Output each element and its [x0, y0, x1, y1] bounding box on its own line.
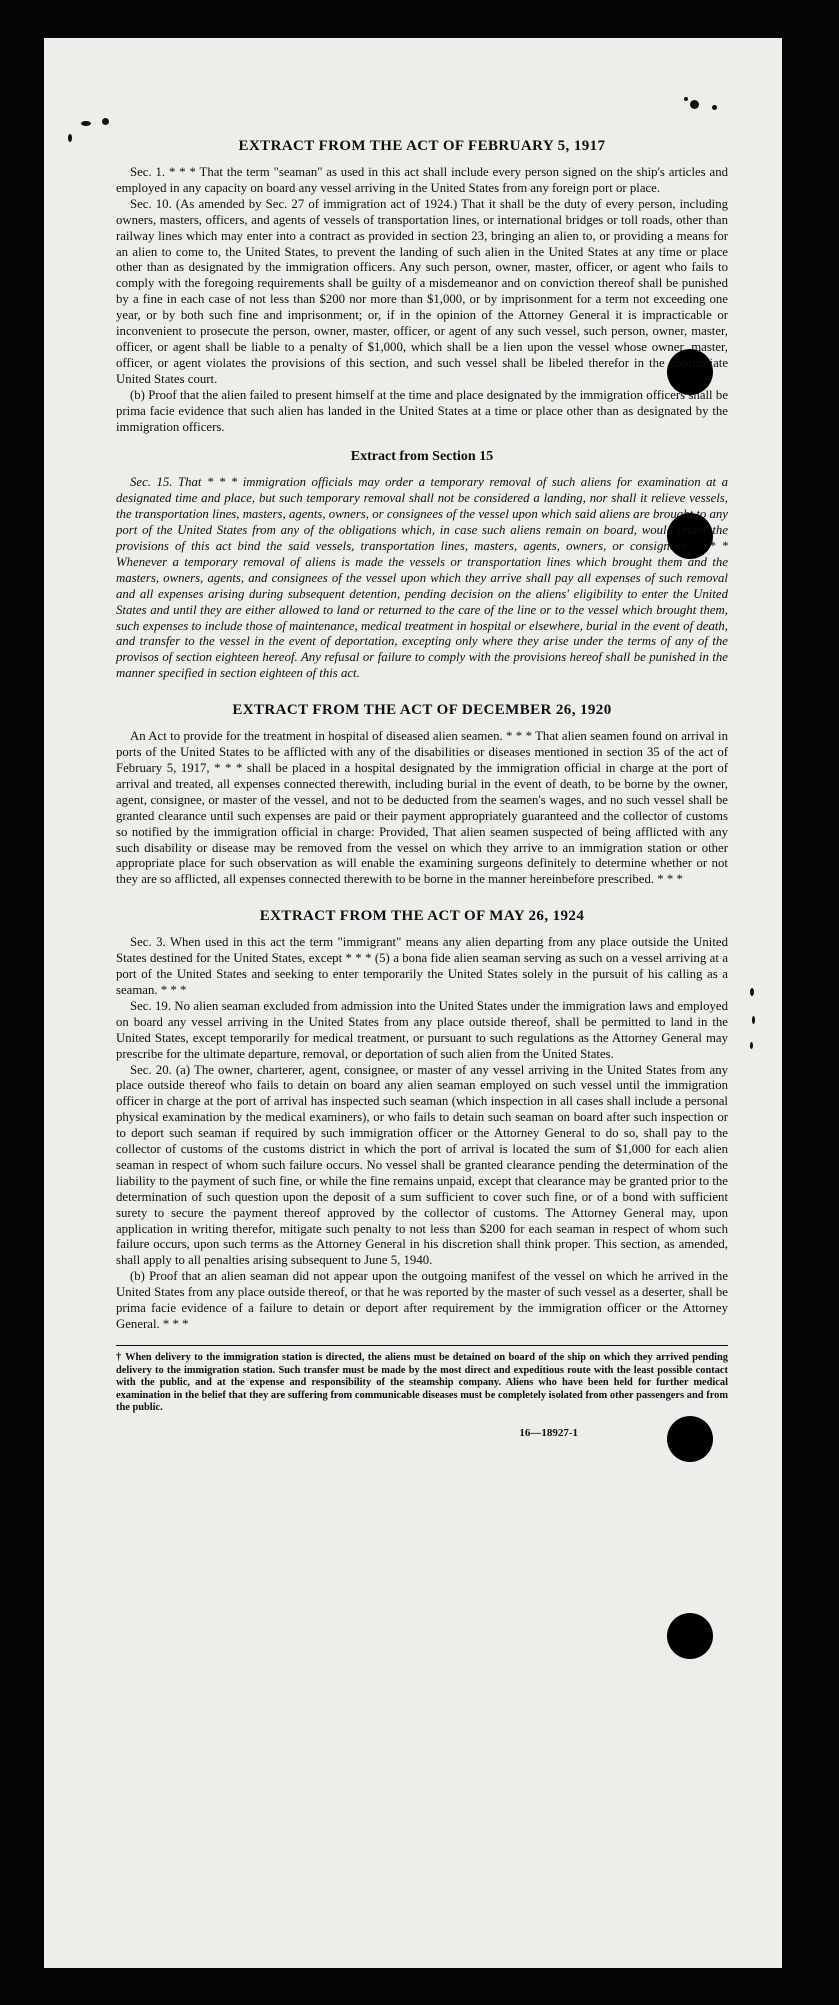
- ink-speck: [68, 134, 72, 142]
- paragraph: Sec. 1. * * * That the term "seaman" as used in this act shall include every person signed on the ship's articles and employed in any capacity on board any vessel arriving in the United States from any foreign port or place.: [116, 165, 728, 195]
- ink-speck: [750, 988, 754, 996]
- section-subheading: Extract from Section 15: [350, 449, 494, 465]
- paragraph: An Act to provide for the treatment in hospital of diseased alien seamen. * * * That alien seamen found on arrival in ports of the United States to be afflicted with any of the disabilities or diseases mentioned in section 35 of the act of February 5, 1917, * * * shall be placed in a hospital designated by the immigration official in charge at the port of arrival and treated, all expenses connected therewith, including burial in the event of death, to be borne by the owner, agent, consignee, or master of the vessel, and not to be deducted from the seamen's wages, and no such vessel shall be granted clearance until such expenses are paid or their payment appropriately guaranteed and the collector of customs so notified by the immigration official in charge: Provided, That alien seamen suspected of being afflicted with any such disability or disease may be removed from the vessel on which they arrive to an immigration station or other appropriate place for such observation as will enable the examining surgeons definitely to determine whether or not they are so afflicted, all expenses connected therewith to be borne in the manner hereinbefore prescribed. * * *: [116, 729, 728, 887]
- paragraph: Sec. 15. That * * * immigration officials may order a temporary removal of such aliens for examination at a designated time and place, but such temporary removal shall not be considered a landing, nor shall it relieve vessels, the transportation lines, masters, agents, owners, or consignees of the vessel upon which said aliens are brought to any port of the United States from any of the obligations which, in case such aliens remain on board, would under the provisions of this act bind the said vessels, transportation lines, masters, agents, owners, or consignees: * * * Whenever a temporary removal of aliens is made the vessels or transportation lines which brought them and the masters, owners, agents, and consignees of the vessel upon which they arrive shall pay all expenses of such removal and all expenses arising during subsequent detention, pending decision on the aliens' eligibility to enter the United States and until they are either allowed to land or returned to the care of the line or to the vessel which brought them, such expenses to include those of maintenance, medical treatment in hospital or elsewhere, burial in the event of death, and transfer to the vessel in the event of deportation, excepting only where they arise under the terms of any of the provisos of section eighteen hereof. Any refusal or failure to comply with the provisions hereof shall be punished in the manner specified in section eighteen of this act.: [116, 475, 728, 681]
- form-number: 16—18927-1: [519, 1426, 578, 1439]
- paragraph: (b) Proof that the alien failed to present himself at the time and place designated by the immigration officers shall be prima facie evidence that such alien has landed in the United States at a time or place other than as designated by the immigration officers.: [116, 387, 728, 434]
- footnote: † When delivery to the immigration station is directed, the aliens must be detained on board of the ship on which they arrived pending delivery to the immigration station. Such transfer must be made by the most direct and expeditious route with the least possible contact with the public, and at the expense and responsibility of the steamship company. Aliens who have been held for further medical examination in the belief that they are suffering from communicable diseases must be completely isolated from other passengers and from the public.: [116, 1351, 728, 1414]
- ink-speck: [690, 100, 699, 109]
- ink-speck: [750, 1042, 753, 1049]
- document-body: [116, 138, 728, 1439]
- document-page: [44, 38, 782, 1968]
- ink-speck: [102, 118, 109, 125]
- ink-speck: [684, 97, 688, 101]
- paragraph: Sec. 10. (As amended by Sec. 27 of immigration act of 1924.) That it shall be the duty of every person, including owners, masters, officers, and agents of vessels of transportation lines, or international bridges or toll roads, other than railway lines which may enter into a contract as provided in section 23, bringing an alien to, or providing a means for an alien to come to, the United States, to prevent the landing of such alien in the United States at any time or place other than as designated by the immigration officers. Any such person, owner, master, officer, or agent who fails to comply with the foregoing requirements shall be guilty of a misdemeanor and on conviction thereof shall be punished by a fine in each case of not less than $200 nor more than $1,000, or by imprisonment for a term not exceeding one year, or by both such fine and imprisonment; or, if in the opinion of the Attorney General it is impracticable or inconvenient to prosecute the person, owner, master, officer, or agent of any such vessel, such person, owner, master, officer, or agent shall be liable to a penalty of $1,000, which shall be a lien upon the vessel whose owner, master, officer, or agent violates the provisions of this section, and such vessel shall be libeled therefor in the appropriate United States court.: [116, 196, 728, 386]
- ink-speck: [81, 121, 91, 126]
- footnote-divider: [116, 1345, 728, 1346]
- paragraph: Sec. 20. (a) The owner, charterer, agent, consignee, or master of any vessel arriving in the United States from any place outside thereof who fails to detain on board any alien seaman employed on such vessel until the immigration officer in charge at the port of arrival has inspected such seaman (which inspection in all cases shall include a personal physical examination by the medical examiners), or who fails to detain such seaman on board after such inspection or to deport such seaman if required by such immigration officer or the Attorney General to do so, shall pay to the collector of customs of the customs district in which the port of arrival is located the sum of $1,000 for each alien seaman in respect of whom such failure occurs. No vessel shall be granted clearance pending the determination of the liability to the payment of such fine, or while the fine remains unpaid, except that clearance may be granted prior to the determination of such question upon the deposit of a sum sufficient to cover such fine, or of a bond with sufficient surety to secure the payment thereof approved by the collector of customs. The Attorney General may, upon application in writing therefor, mitigate such penalty to not less than $200 for each seaman in respect of whom such failure occurs, upon such terms as the Attorney General in his discretion shall think proper. This section, as amended, shall apply to all penalties arising subsequent to June 5, 1940.: [116, 1062, 728, 1268]
- paragraph: (b) Proof that an alien seaman did not appear upon the outgoing manifest of the vessel on which he arrived in the United States from any place outside thereof, or that he was reported by the master of such vessel as a deserter, shall be prima facie evidence of a failure to detain or deport after requirement by the immigration officer or the Attorney General. * * *: [116, 1269, 728, 1331]
- paragraph: Sec. 19. No alien seaman excluded from admission into the United States under the immigration laws and employed on board any vessel arriving in the United States from any place outside thereof, shall be permitted to land in the United States, except temporarily for medical treatment, or pursuant to such regulations as the Attorney General may prescribe for the ultimate departure, removal, or deportation of such alien from the United States.: [116, 998, 728, 1061]
- paragraph: Sec. 3. When used in this act the term "immigrant" means any alien departing from any place outside the United States destined for the United States, except * * * (5) a bona fide alien seaman serving as such on a vessel arriving at a port of the United States and seeking to enter temporarily the United States solely in the pursuit of his calling as a seaman. * * *: [116, 935, 728, 997]
- punch-hole: [667, 1613, 713, 1659]
- section-heading: EXTRACT FROM THE ACT OF FEBRUARY 5, 1917: [238, 138, 606, 154]
- ink-speck: [712, 105, 717, 110]
- section-heading: EXTRACT FROM THE ACT OF MAY 26, 1924: [259, 908, 585, 925]
- ink-speck: [752, 1016, 755, 1024]
- section-heading: EXTRACT FROM THE ACT OF DECEMBER 26, 1920: [232, 702, 612, 719]
